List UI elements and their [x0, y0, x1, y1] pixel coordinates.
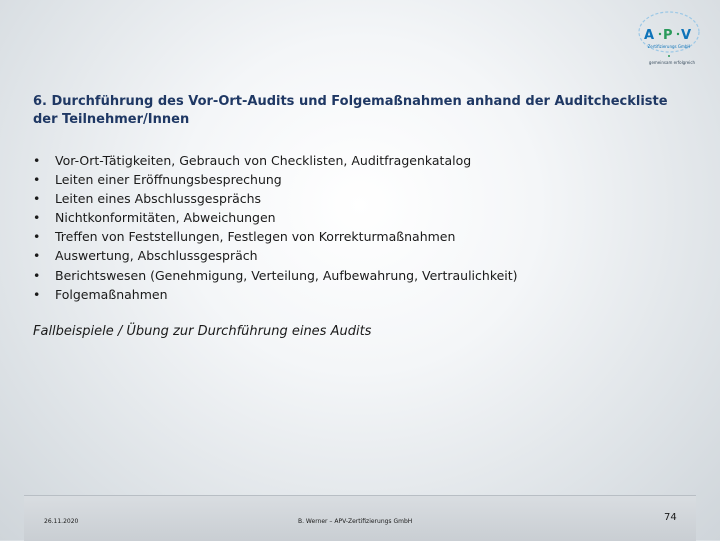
bullet-item: [33, 189, 518, 208]
bullet-text: Folgemaßnahmen: [55, 286, 168, 302]
logo-letter-p: P: [663, 28, 673, 43]
bullet-item: [33, 285, 518, 304]
bullet-item: [33, 227, 518, 246]
bullet-item: [33, 208, 518, 227]
bullet-item: [33, 170, 518, 189]
footer-author: B. Werner – APV-Zertifizierungs GmbH: [298, 518, 413, 525]
bullet-item: [33, 266, 518, 285]
bullet-text: Berichtswesen (Genehmigung, Verteilung, Aufbewahrung, Vertraulichkeit): [55, 267, 518, 283]
logo-letter-a: A: [644, 28, 655, 43]
bullet-item: [33, 151, 518, 170]
bullet-dot-icon: •: [33, 248, 41, 264]
slide-title: 6. Durchführung des Vor-Ort-Audits und Folgemaßnahmen anhand der Auditcheckliste der Teilnehmer/Innen: [33, 94, 668, 127]
bullet-text: Leiten eines Abschlussgesprächs: [55, 191, 262, 207]
logo-tagline: gemeinsam erfolgreich: [648, 60, 696, 65]
bullet-dot-icon: •: [33, 210, 41, 226]
bullet-dot-icon: •: [33, 267, 41, 283]
footer-date: 26.11.2020: [44, 518, 79, 525]
bullet-dot-icon: •: [33, 286, 41, 302]
bullet-text: Nichtkonformitäten, Abweichungen: [55, 210, 276, 226]
case-studies-subtitle: Fallbeispiele / Übung zur Durchführung eines Audits: [33, 324, 372, 339]
bullet-item: [33, 246, 518, 265]
bullet-dot-icon: •: [33, 153, 41, 168]
bullet-text: Treffen von Feststellungen, Festlegen von Korrekturmaßnahmen: [55, 229, 456, 245]
page-number: 74: [664, 512, 677, 523]
bullet-dot-icon: •: [33, 172, 41, 188]
bullet-text: Vor-Ort-Tätigkeiten, Gebrauch von Checklisten, Auditfragenkatalog: [55, 153, 472, 168]
bullet-text: Auswertung, Abschlussgespräch: [55, 248, 258, 264]
bullet-list: [33, 151, 518, 304]
bullet-dot-icon: •: [33, 229, 41, 245]
logo-sub: Zertifizierungs GmbH: [647, 44, 691, 49]
bullet-text: Leiten einer Eröffnungsbesprechung: [55, 172, 282, 188]
bullet-dot-icon: •: [33, 191, 41, 207]
logo-letter-v: V: [681, 28, 692, 43]
